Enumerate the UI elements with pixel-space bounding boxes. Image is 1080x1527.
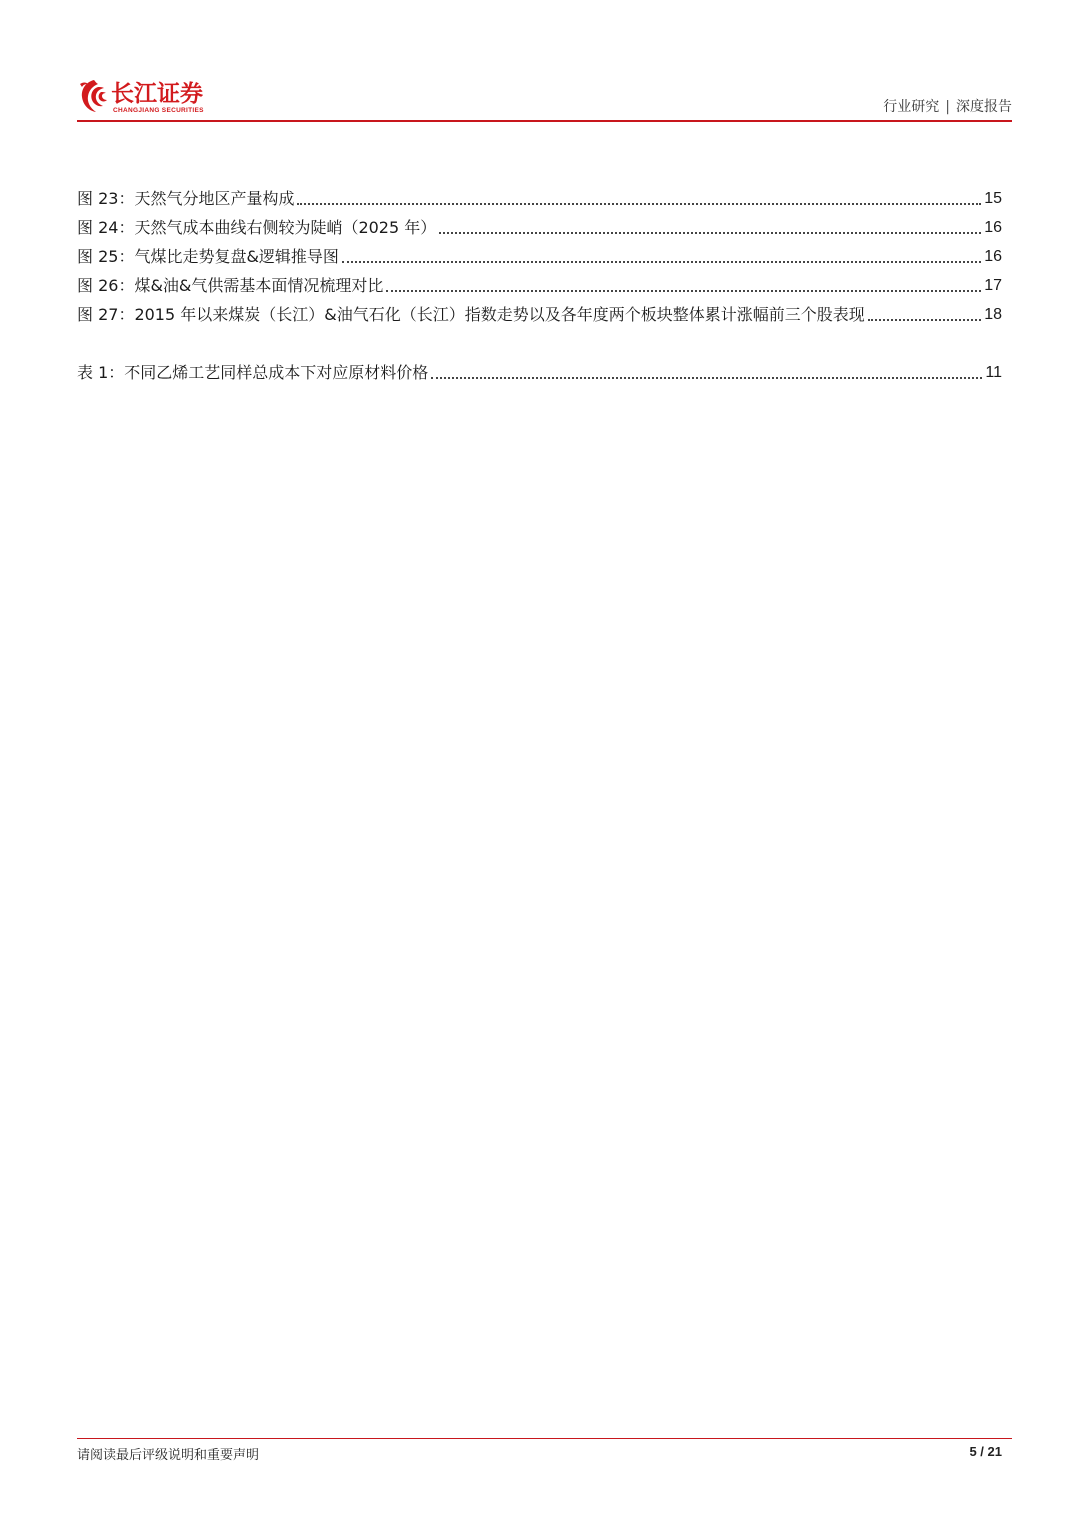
report-category [883,96,1012,116]
toc-figure-entry[interactable] [77,300,1002,326]
toc-entry-page: 18 [984,306,1002,323]
toc-leader-dots [431,377,982,379]
toc-entry-page: 11 [985,364,1002,381]
category-label: 行业研究 [883,99,940,115]
toc-table-entry[interactable] [77,358,1002,384]
toc-figure-entry[interactable] [77,184,1002,210]
toc-entry-page: 16 [984,248,1002,265]
toc-figure-entry[interactable] [77,242,1002,268]
logo-emblem-icon [77,78,111,116]
toc-entry-title: 图 24：天然气成本曲线右侧较为陡峭（2025 年） [77,218,437,237]
toc-entry-title: 表 1：不同乙烯工艺同样总成本下对应原材料价格 [77,363,429,382]
toc-leader-dots [386,290,981,292]
footer-disclaimer: 请阅读最后评级说明和重要声明 [77,1448,260,1463]
logo-wordmark: 长江证券 [111,81,203,107]
toc-entry-title: 图 26：煤&油&气供需基本面情况梳理对比 [77,276,384,295]
category-separator: | [945,99,950,115]
toc-entry-title: 图 27：2015 年以来煤炭（长江）&油气石化（长江）指数走势以及各年度两个板块整体累计涨幅前三个股表现 [77,305,865,324]
toc-leader-dots [868,319,981,321]
logo-subtitle: CHANGJIANG SECURITIES [113,107,204,114]
toc-entry-page: 16 [984,219,1002,236]
toc-entry-page: 15 [984,190,1002,207]
page-number: 5 / 21 [969,1444,1002,1459]
toc-entry-title: 图 25：气煤比走势复盘&逻辑推导图 [77,247,339,266]
report-type-label: 深度报告 [956,99,1012,115]
footer-divider [77,1438,1012,1439]
toc-figure-entry[interactable] [77,213,1002,239]
toc-entry-title: 图 23：天然气分地区产量构成 [77,189,295,208]
toc-leader-dots [439,232,981,234]
toc-leader-dots [297,203,981,205]
toc-leader-dots [342,261,981,263]
company-logo [77,78,227,120]
toc-entry-page: 17 [984,277,1002,294]
toc-figure-entry[interactable] [77,271,1002,297]
header-divider [77,120,1012,122]
page-header [77,74,1012,124]
